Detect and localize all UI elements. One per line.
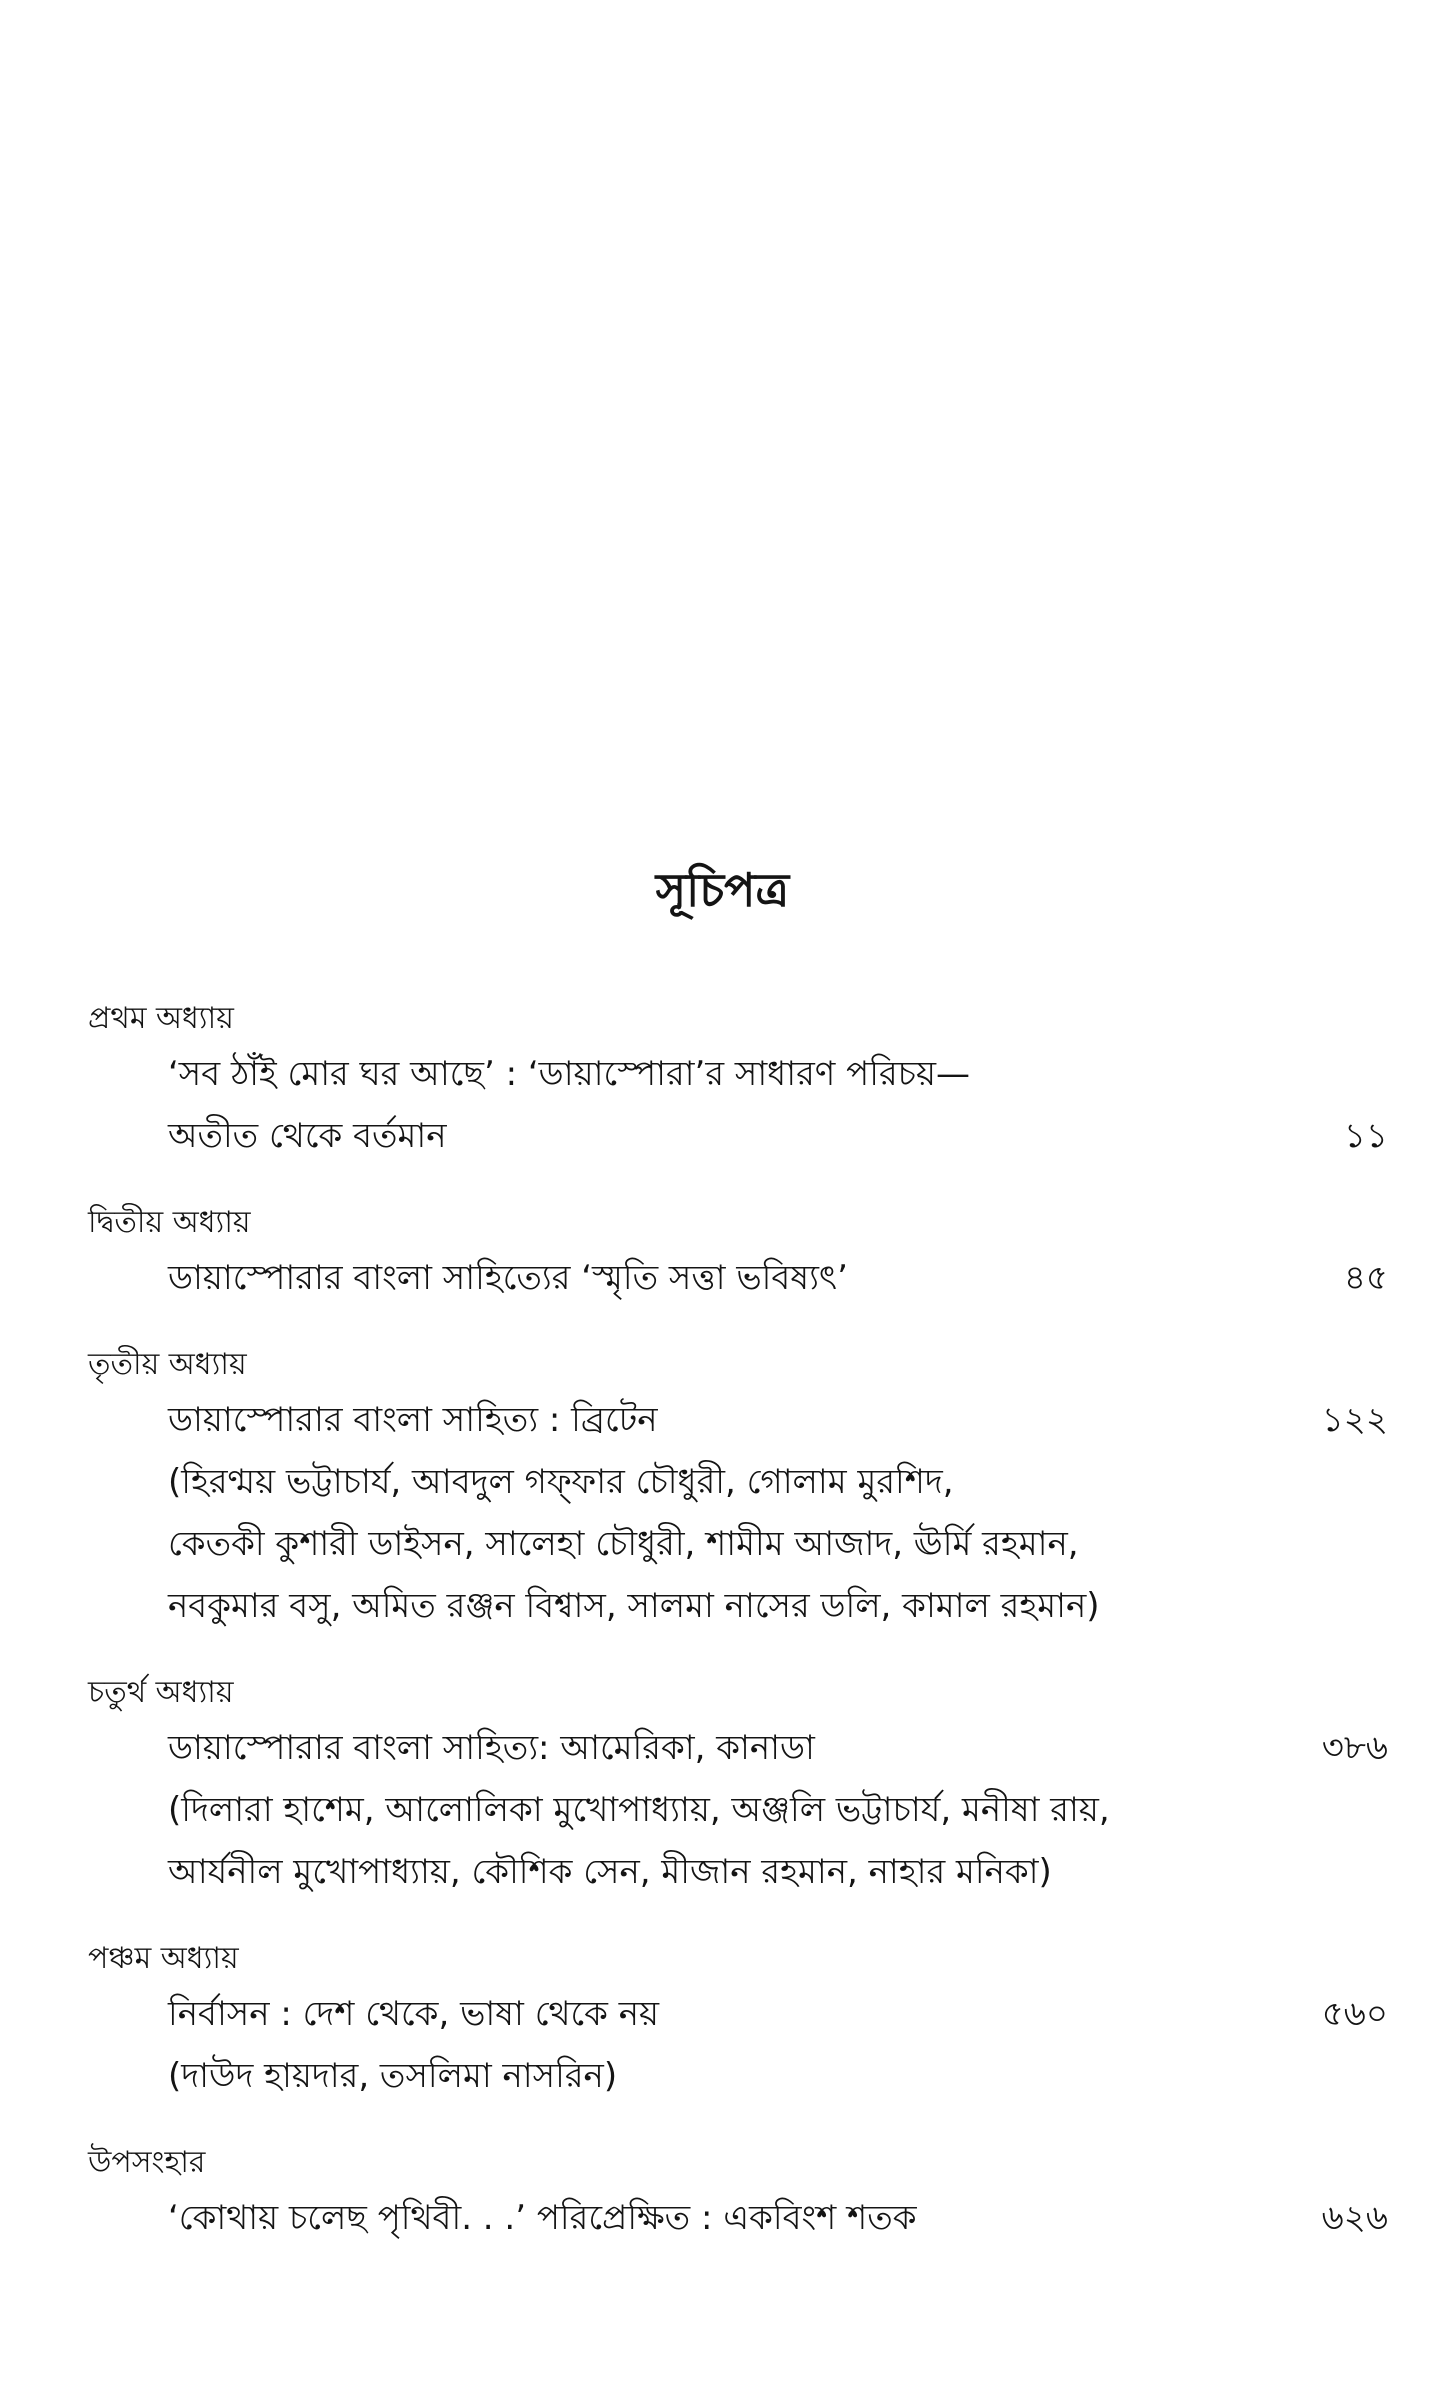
chapter-label: উপসংহার	[88, 2145, 206, 2180]
page-number: ১২২	[1321, 1400, 1388, 1440]
toc-section-chapter-3	[88, 1341, 1388, 1637]
chapter-heading-text: অতীত থেকে বর্তমান	[168, 1116, 447, 1156]
toc-section-chapter-5	[88, 1935, 1388, 2107]
page-number: ৫৬০	[1321, 1994, 1388, 2034]
chapter-heading-line	[88, 1247, 1388, 1309]
chapter-label: পঞ্চম অধ্যায়	[88, 1941, 239, 1976]
chapter-heading-line: ‘সব ঠাঁই মোর ঘর আছে’ : ‘ডায়াস্পোরা’র সাধারণ পরিচয়—	[168, 1054, 971, 1094]
chapter-label: চতুর্থ অধ্যায়	[88, 1675, 234, 1710]
toc-section-chapter-2	[88, 1199, 1388, 1309]
authors-line: আর্যনীল মুখোপাধ্যায়, কৌশিক সেন, মীজান রহমান, নাহার মনিকা)	[168, 1852, 1052, 1892]
page-number: ৪৫	[1343, 1258, 1388, 1298]
table-of-contents	[88, 995, 1388, 2281]
chapter-label: তৃতীয় অধ্যায়	[88, 1347, 247, 1382]
chapter-heading-line	[88, 2187, 1388, 2249]
chapter-heading-line	[88, 1983, 1388, 2045]
chapter-heading-line	[88, 1105, 1388, 1167]
page-number: ৬২৬	[1321, 2198, 1388, 2238]
chapter-label: প্রথম অধ্যায়	[88, 1001, 234, 1036]
toc-section-epilogue	[88, 2139, 1388, 2249]
authors-line: কেতকী কুশারী ডাইসন, সালেহা চৌধুরী, শামীম আজাদ, ঊর্মি রহমান,	[168, 1524, 1079, 1564]
page-number: ১১	[1343, 1116, 1388, 1156]
toc-section-chapter-4	[88, 1669, 1388, 1903]
page-title: সূচিপত্র	[655, 863, 790, 917]
chapter-heading-text: ডায়াস্পোরার বাংলা সাহিত্যের ‘স্মৃতি সত্তা ভবিষ্যৎ’	[168, 1258, 848, 1298]
chapter-heading-text: ডায়াস্পোরার বাংলা সাহিত্য: আমেরিকা, কানাডা	[168, 1728, 815, 1768]
chapter-heading-text: ‘কোথায় চলেছ পৃথিবী. . .’ পরিপ্রেক্ষিত : একবিংশ শতক	[168, 2198, 917, 2238]
chapter-heading-text: নির্বাসন : দেশ থেকে, ভাষা থেকে নয়	[168, 1994, 660, 2034]
toc-section-chapter-1	[88, 995, 1388, 1167]
authors-line: (হিরণ্ময় ভট্টাচার্য, আবদুল গফ্ফার চৌধুরী, গোলাম মুরশিদ,	[168, 1462, 954, 1502]
page-number: ৩৮৬	[1321, 1728, 1388, 1768]
authors-line: (দিলারা হাশেম, আলোলিকা মুখোপাধ্যায়, অঞ্জলি ভট্টাচার্য, মনীষা রায়,	[168, 1790, 1110, 1830]
authors-line: নবকুমার বসু, অমিত রঞ্জন বিশ্বাস, সালমা নাসের ডলি, কামাল রহমান)	[168, 1586, 1100, 1626]
chapter-heading-text: ডায়াস্পোরার বাংলা সাহিত্য : ব্রিটেন	[168, 1400, 658, 1440]
chapter-heading-line	[88, 1389, 1388, 1451]
chapter-heading-line	[88, 1717, 1388, 1779]
chapter-label: দ্বিতীয় অধ্যায়	[88, 1205, 251, 1240]
authors-line: (দাউদ হায়দার, তসলিমা নাসরিন)	[168, 2056, 618, 2096]
